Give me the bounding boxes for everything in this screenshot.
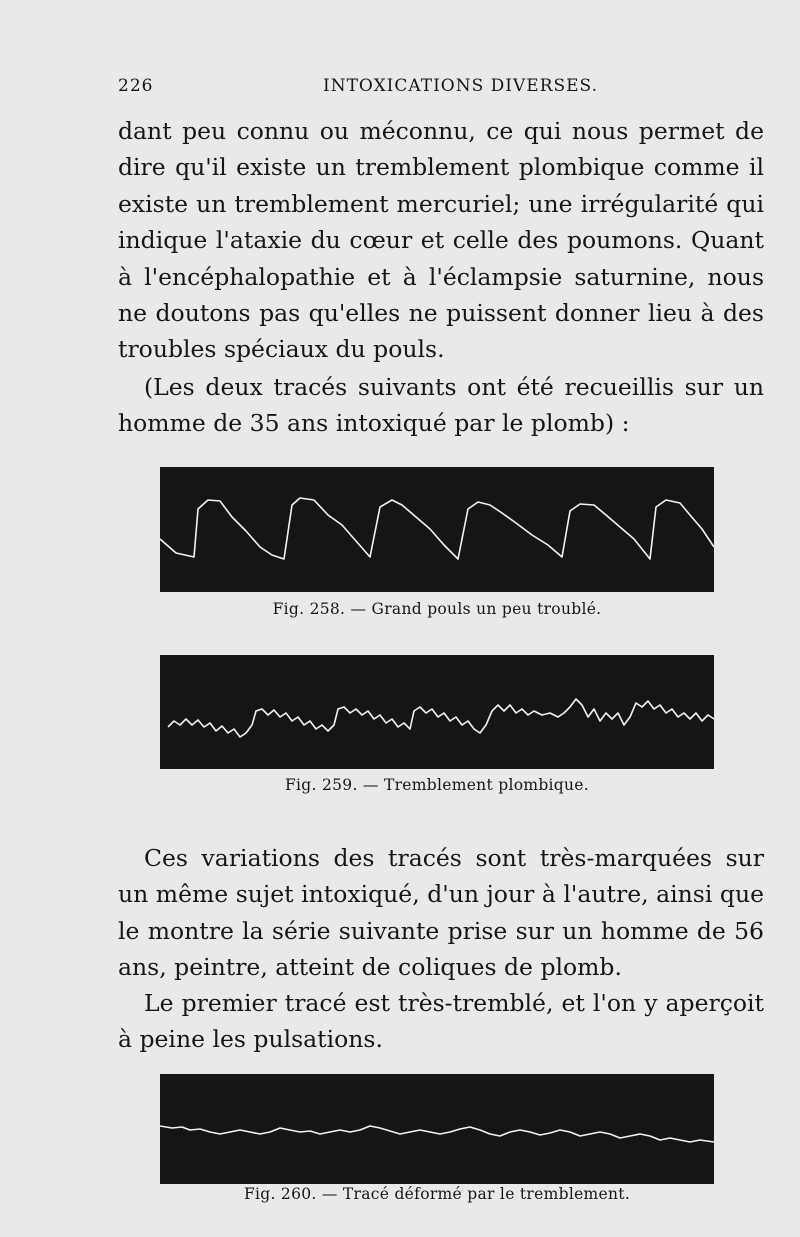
paragraph-4: Le premier tracé est très-tremblé, et l'on y aperçoit à peine les pulsations. [118,989,764,1054]
paragraph-2: (Les deux tracés suivants ont été recueillis sur un homme de 35 ans intoxiqué par le plomb) : [118,373,764,438]
figure-259-caption: Fig. 259. — Tremblement plombique. [284,776,590,794]
trace-line-258 [160,498,714,559]
page-number: 226 [118,76,154,96]
pulse-trace-259 [160,655,714,769]
trace-line-260 [160,1126,714,1142]
figure-258-caption: Fig. 258. — Grand pouls un peu troublé. [272,600,602,618]
running-title: INTOXICATIONS DIVERSES. [323,76,598,96]
pulse-trace-260 [160,1074,714,1184]
running-head [118,76,758,100]
figure-260-trace [160,1074,714,1184]
pulse-trace-258 [160,467,714,592]
paragraph-1: dant peu connu ou méconnu, ce qui nous permet de dire qu'il existe un tremblement plombique comme il existe un tremblement mercuriel; une irrégularité qui indique l'ataxie du cœur et celle des poumons. Quant à l'encéphalopathie et à l'éclampsie saturnine, nous ne doutons pas qu'elles ne puissent donner lieu à des troubles spéciaux du pouls. [118,117,764,364]
trace-line-259 [168,699,714,737]
figure-260-caption: Fig. 260. — Tracé déformé par le tremblement. [243,1185,631,1203]
figure-259-trace [160,655,714,769]
paragraph-3: Ces variations des tracés sont très-marquées sur un même sujet intoxiqué, d'un jour à l'autre, ainsi que le montre la série suivante prise sur un homme de 56 ans, peintre, atteint de coliques de plomb. [118,844,764,982]
figure-258-trace [160,467,714,592]
